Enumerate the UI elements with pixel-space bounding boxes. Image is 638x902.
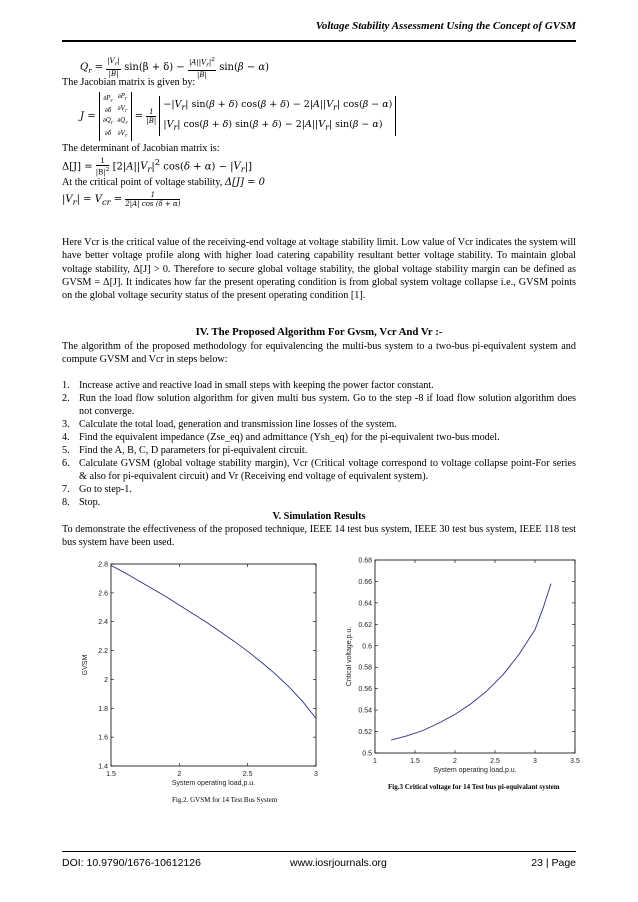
y-tick-label: 0.62 [358,621,372,629]
section-5-heading: V. Simulation Results [272,511,366,522]
critical-condition: Δ[J] = 0 [224,177,266,188]
algorithm-steps: 1. Increase active and reactive load in small steps with keeping the power factor constant. 2. Run the load flow solution algorithm for given multi bus system. Go to the step -8 if load flow solution algorithm does not converge. 3. Calculate the total load, generation and transmission line losses of the system. 4. Find the equivalent impedance (Zse_eq) and admittance (Ysh_eq) for the pi-equivalent two-bus model. 5. Find the A, B, C, D parameters for pi-equivalent circuit. 6. Calculate GVSM (global voltage stability margin), Vcr (Critical voltage correspond to voltage collapse point-For series & also for pi-equivalent circuit) and Vr (Receiving end voltage of equivalent system). 7. Go to step-1. 8. Stop. [62,380,576,508]
determinant-intro: The determinant of Jacobian matrix is: [62,143,220,154]
y-tick-label: 0.5 [362,750,372,758]
y-axis-label: Critical voltage,p.u. [346,626,353,687]
y-tick-label: 0.56 [358,686,372,694]
footer-page: 23 | Page [531,857,576,869]
y-tick-label: 0.52 [358,729,372,737]
footer-rule [62,851,576,852]
running-header: Voltage Stability Assessment Using the Concept of GVSM [315,20,576,32]
x-tick-label: 2.5 [490,758,500,765]
jacobian-intro: The Jacobian matrix is given by: [62,77,196,88]
y-tick-label: 2.8 [98,561,108,569]
y-tick-label: 1.6 [98,734,108,742]
y-tick-label: 0.58 [358,664,372,672]
equation-vcr: $|V_r| = V_{cr}$ = $\frac{1}{2|A| \cos (\delta + \alpha)}$ [62,191,181,208]
y-tick-label: 2 [104,676,108,684]
qr-sub: r [88,66,92,75]
y-tick-label: 2.4 [98,619,108,627]
figure-2-caption: Fig.2. GVSM for 14 Test Bus System [172,796,278,804]
paragraph-vcr-explanation: Here Vcr is the critical value of the receiving-end voltage at voltage stability limit. Low value of Vcr indicates the system will have better voltage profile along with higher load catering capability resultant better voltage stability. To maintain global voltage stability, Δ[J] > 0. Therefore to secure global voltage stability, the global voltage stability margin can be defined as GVSM = Δ[J]. It indicates how far the present operating condition is from global system voltage collapse i.e., GVSM points on the global voltage security status of the present operating condition [1]. [62,237,576,302]
y-tick-label: 0.54 [358,707,372,715]
plot-frame [375,560,575,753]
chart-gvsm [62,556,324,808]
x-tick-label: 2 [177,771,182,778]
y-tick-label: 1.8 [98,705,108,713]
x-tick-label: 2 [453,758,457,765]
x-tick-label: 1 [373,758,377,765]
y-tick-label: 0.64 [358,600,372,608]
equation-jacobian: $J = \partial P_r$ ∂δ $\partial Q_r$ $\partial\delta\partial P_r$ $\partial V_r$ $\partial Q_r$ $\partial V_r$ = $\frac{1}{|B|}$ $-|V_r|$ sin(β + δ) $\cos(\beta + \delta) - 2|A||V_r|$ cos(β − α) $|V_r|$ cos(β + δ) $\sin(\beta + \delta) - 2|A||V_r|$ sin(β − α) [80,92,396,136]
y-tick-label: 1.4 [98,763,108,771]
x-tick-label: 3 [314,771,318,778]
y-tick-label: 0.66 [358,578,372,586]
x-tick-label: 3.5 [570,758,580,765]
y-tick-label: 0.68 [358,557,372,565]
section-5-intro: To demonstrate the effectiveness of the proposed technique, IEEE 14 test bus system, IEEE 30 test bus system, IEEE 118 test bus system have been used. [62,524,576,549]
det-symbol: Δ[J] [62,161,82,173]
vcr-denominator: 2|A| cos (δ + α) [125,200,181,208]
critical-intro-text: At the critical point of voltage stability, [62,177,223,188]
x-tick-label: 3 [533,758,537,765]
y-tick-label: 0.6 [362,643,372,651]
y-tick-label: 2.2 [98,648,108,656]
plot-frame [111,564,316,766]
chart-critical-voltage [330,552,580,808]
x-tick-label: 1.5 [106,771,116,778]
x-tick-label: 1.5 [410,758,420,765]
figure-3-caption: Fig.3 Critical voltage for 14 Test bus pi-equivalant system [388,783,560,791]
x-axis-label: System operating load,p.u. [171,780,256,787]
y-axis-label: GVSM [82,654,89,676]
equation-determinant: Δ[J] = $\frac{1}{|B|^2}$ [$2|A||V_r|^2$ $\cos(\delta + \alpha) - |V_r|$] [62,157,252,177]
x-tick-label: 2.5 [242,771,253,778]
series-line-gvsm [111,565,316,718]
y-tick-label: 2.6 [98,590,108,598]
j-symbol: J [80,110,85,122]
footer-url: www.iosrjournals.org [290,857,387,869]
section-4-heading: IV. The Proposed Algorithm For Gvsm, Vcr And Vr :- [195,326,443,338]
section-4-intro: The algorithm of the proposed methodology for equivalencing the multi-bus system to a two-bus pi-equivalent system and compute GVSM and Vcr in steps below: [62,341,576,366]
equation-qr: $Q_r$ = $\frac{|V_r|}{|B|}$ sin(β + δ) − $\frac{|A||V_r|^2}{|B|}$ sin(β − α) [80,57,270,79]
header-rule [62,40,576,42]
vcr-numerator: 1 [125,191,180,200]
critical-intro [62,176,265,189]
footer-doi: DOI: 10.9790/1676-10612126 [62,857,201,869]
series-line-vcr [391,584,551,741]
x-axis-label: System operating load,p.u. [433,767,517,774]
qr-symbol: Q [80,61,89,73]
